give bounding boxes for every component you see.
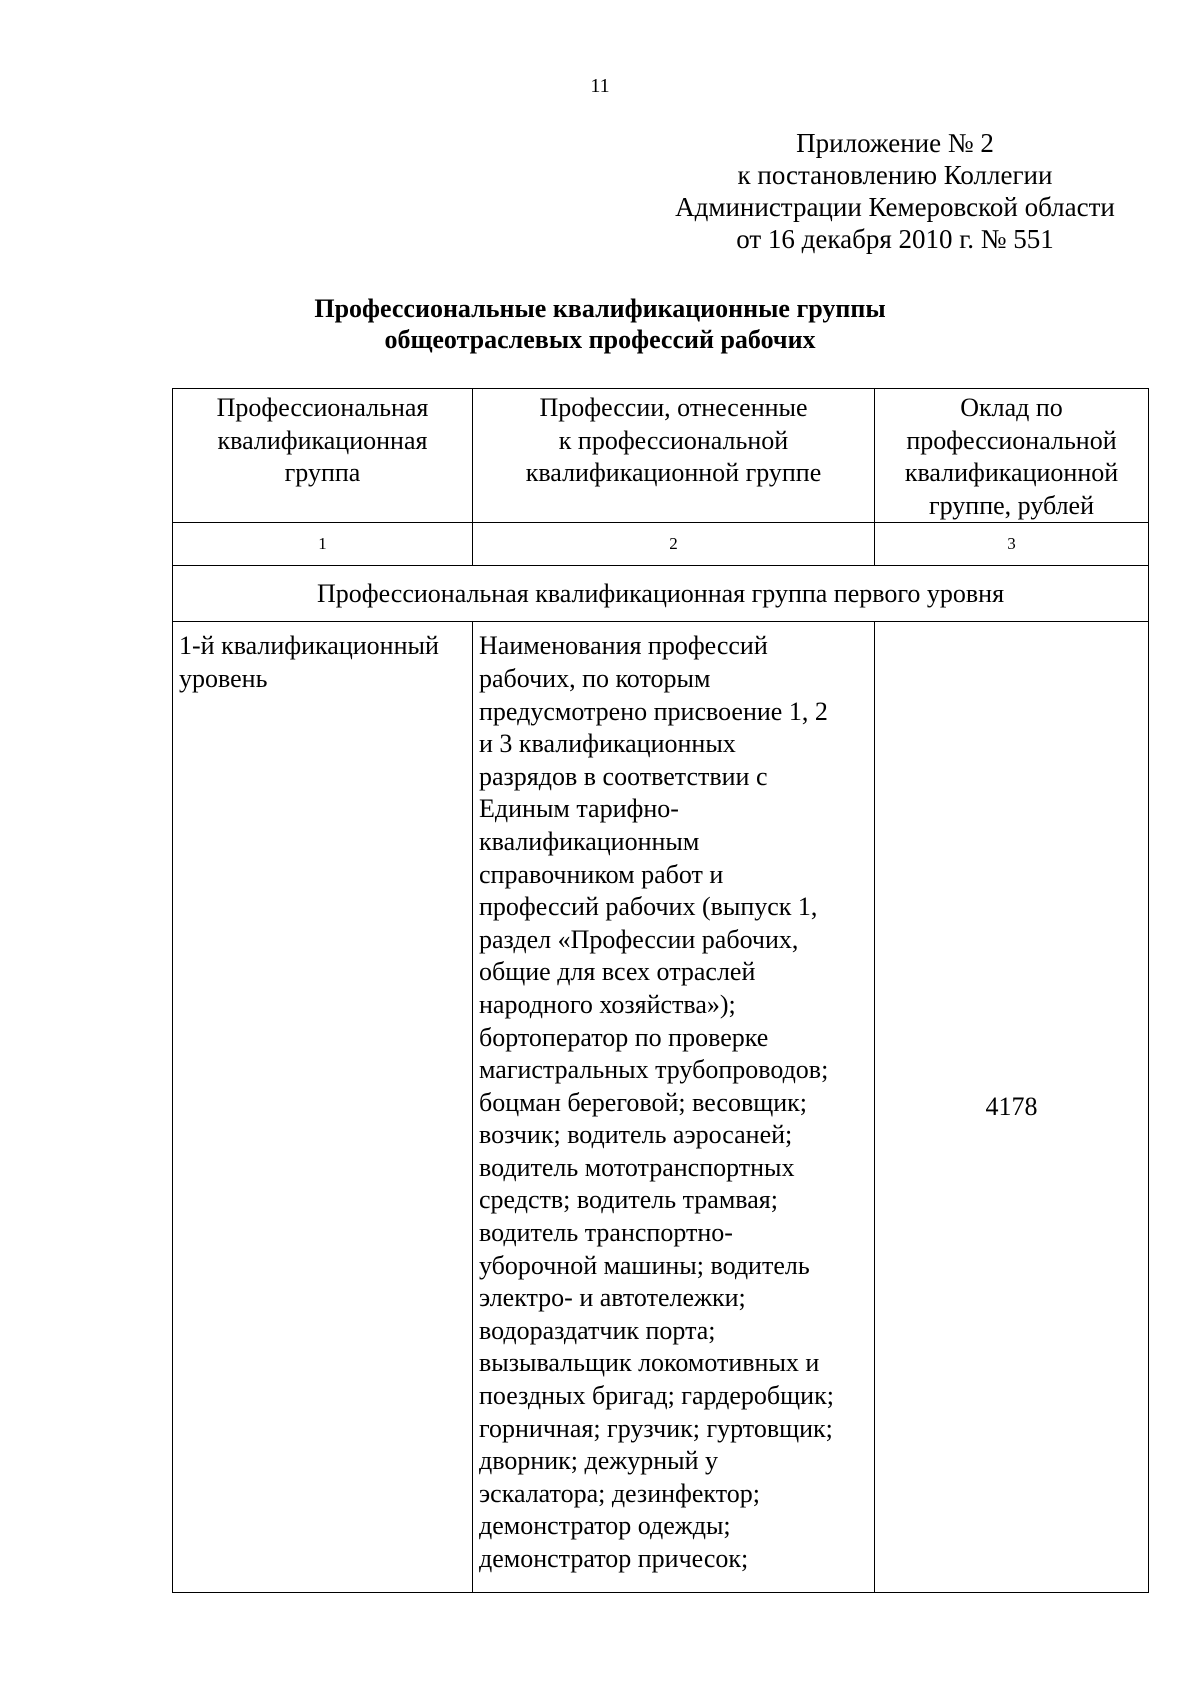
- profession-line: водитель мототранспортных: [479, 1152, 795, 1182]
- header-professions: [473, 389, 875, 523]
- qualification-level-line: уровень: [179, 663, 268, 693]
- profession-line: водораздатчик порта;: [479, 1315, 716, 1345]
- appendix-header: [660, 127, 1130, 255]
- profession-line: Единым тарифно-: [479, 794, 679, 824]
- column-number: 2: [473, 523, 875, 566]
- salary-cell: 4178: [875, 622, 1149, 1592]
- qualification-level-line: 1-й квалификационный: [179, 631, 439, 661]
- header-line: Профессии, отнесенные: [539, 393, 808, 422]
- group-title-row: [173, 566, 1149, 622]
- table-row: [173, 622, 1149, 1592]
- header-line: к профессиональной: [558, 425, 789, 455]
- profession-line: профессий рабочих (выпуск 1,: [479, 892, 818, 922]
- appendix-line: Приложение № 2: [796, 128, 994, 158]
- profession-line: общие для всех отраслей: [479, 957, 756, 987]
- profession-line: квалификационным: [479, 826, 700, 856]
- header-line: Профессиональная: [216, 393, 429, 422]
- group-title: Профессиональная квалификационная группа первого уровня: [173, 566, 1149, 622]
- header-salary: [875, 389, 1149, 523]
- appendix-line: Администрации Кемеровской области: [675, 192, 1115, 222]
- profession-line: рабочих, по которым: [479, 663, 711, 693]
- column-number: 3: [875, 523, 1149, 566]
- profession-line: уборочной машины; водитель: [479, 1250, 810, 1280]
- profession-line: возчик; водитель аэросаней;: [479, 1120, 793, 1150]
- header-line: профессиональной: [906, 425, 1117, 455]
- page-number: 11: [590, 75, 610, 97]
- profession-line: горничная; грузчик; гуртовщик;: [479, 1413, 833, 1443]
- appendix-line: к постановлению Коллегии: [737, 160, 1053, 190]
- profession-line: водитель транспортно-: [479, 1218, 733, 1248]
- qualification-level-cell: [173, 622, 473, 1592]
- profession-line: боцман береговой; весовщик;: [479, 1087, 808, 1117]
- profession-line: демонстратор одежды;: [479, 1511, 731, 1541]
- profession-line: дворник; дежурный у: [479, 1446, 719, 1476]
- appendix-line: от 16 декабря 2010 г. № 551: [736, 224, 1054, 254]
- profession-line: разрядов в соответствии с: [479, 761, 768, 791]
- table-header-row: [173, 389, 1149, 523]
- professions-cell: [473, 622, 875, 1592]
- profession-line: и 3 квалификационных: [479, 729, 736, 759]
- profession-line: эскалатора; дезинфектор;: [479, 1478, 760, 1508]
- profession-line: демонстратор причесок;: [479, 1544, 749, 1573]
- header-line: квалификационная: [217, 425, 428, 455]
- header-line: квалификационной: [904, 458, 1119, 488]
- profession-line: магистральных трубопроводов;: [479, 1055, 829, 1085]
- column-number-row: [173, 523, 1149, 566]
- profession-line: народного хозяйства»);: [479, 989, 736, 1019]
- header-line: группе, рублей: [928, 490, 1094, 520]
- profession-line: раздел «Профессии рабочих,: [479, 924, 799, 954]
- column-number: 1: [173, 523, 473, 566]
- profession-line: справочником работ и: [479, 859, 724, 889]
- document-title: [200, 293, 1000, 355]
- header-line: группа: [284, 458, 361, 488]
- profession-line: вызывальщик локомотивных и: [479, 1348, 820, 1378]
- profession-line: предусмотрено присвоение 1, 2: [479, 696, 828, 726]
- title-line: общеотраслевых профессий рабочих: [384, 325, 816, 354]
- profession-line: поездных бригад; гардеробщик;: [479, 1381, 834, 1411]
- header-line: Оклад по: [960, 393, 1063, 422]
- title-line: Профессиональные квалификационные группы: [314, 294, 886, 323]
- header-line: квалификационной группе: [525, 458, 822, 488]
- profession-line: бортоператор по проверке: [479, 1022, 769, 1052]
- profession-line: Наименования профессий: [479, 631, 768, 661]
- profession-line: средств; водитель трамвая;: [479, 1185, 778, 1215]
- profession-line: электро- и автотележки;: [479, 1283, 746, 1313]
- qualification-table: [172, 388, 1149, 1593]
- header-qualification-group: [173, 389, 473, 523]
